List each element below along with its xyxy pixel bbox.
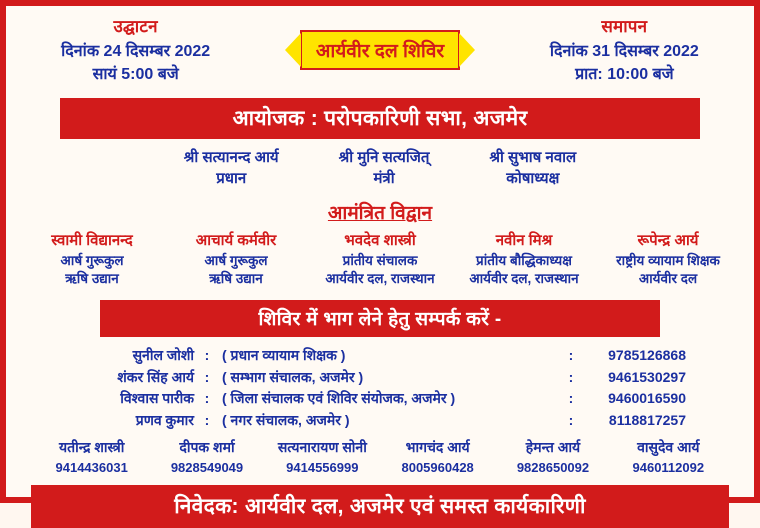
- additional-contact-phone[interactable]: 9828650092: [516, 459, 590, 475]
- officer-name: श्री मुनि सत्यजित्: [338, 149, 430, 167]
- officer-post: प्रधान: [216, 170, 247, 188]
- contact-colon: :: [204, 390, 210, 407]
- scholar-name: रूपेन्द्र आर्य: [637, 232, 699, 250]
- scholar-line1: प्रांतीय बौद्धिकाध्यक्ष: [476, 252, 572, 268]
- additional-contact-phone[interactable]: 9828549049: [170, 459, 244, 475]
- scholar-line1: प्रांतीय संचालक: [342, 252, 418, 268]
- title-ribbon-wrap: [255, 14, 504, 70]
- officer-post: कोषाध्यक्ष: [506, 170, 560, 188]
- additional-contact: [34, 438, 149, 475]
- event-title-ribbon: आर्यवीर दल शिविर: [300, 30, 460, 70]
- scholars-section-title: आमंत्रित विद्वान: [327, 203, 433, 225]
- contact-row: [74, 410, 686, 432]
- additional-contact-name: भागचंद आर्य: [405, 438, 470, 455]
- scholar-name: स्वामी विद्यानन्द: [51, 232, 133, 250]
- conclusion-date: दिनांक 31 दिसम्बर 2022: [549, 43, 699, 60]
- contact-row: [74, 367, 686, 389]
- contact-colon: :: [204, 347, 210, 364]
- scholar-name: भवदेव शास्त्री: [344, 232, 416, 250]
- contact-colon: :: [204, 368, 210, 385]
- scholar-line1: आर्ष गुरूकुल: [204, 252, 268, 268]
- poster-header: [16, 14, 744, 86]
- scholar-name: नवीन मिश्र: [495, 232, 553, 250]
- additional-contact-name: हेमन्त आर्य: [525, 438, 581, 455]
- contact-role: ( सम्भाग संचालक, अजमेर ): [222, 368, 364, 385]
- additional-contact: [495, 438, 610, 475]
- additional-contact-phone[interactable]: 8005960428: [401, 459, 474, 475]
- officer-item: [489, 147, 576, 189]
- inauguration-date: दिनांक 24 दिसम्बर 2022: [61, 43, 211, 60]
- additional-contact: [265, 438, 380, 475]
- scholar-line2: आर्यवीर दल, राजस्थान: [469, 270, 579, 286]
- scholar-line2: ऋषि उद्यान: [65, 270, 119, 286]
- additional-contact: [380, 438, 495, 475]
- additional-contact: [611, 438, 726, 475]
- additional-contacts-names: [16, 438, 744, 475]
- contact-role: ( नगर संचालक, अजमेर ): [222, 412, 350, 429]
- contacts-table: [16, 345, 744, 432]
- additional-contact-name: वासुदेव आर्य: [637, 438, 700, 455]
- scholar-item: [20, 231, 164, 288]
- contact-row: [74, 345, 686, 367]
- contact-name: विश्वास पारीक: [120, 390, 194, 407]
- contact-phone[interactable]: 9785126868: [608, 347, 686, 364]
- additional-contact-phone[interactable]: 9414436031: [55, 459, 128, 475]
- additional-contact: [149, 438, 264, 475]
- organizer-banner: आयोजक : परोपकारिणी सभा, अजमेर: [60, 98, 700, 139]
- contact-role: ( जिला संचालक एवं शिविर संयोजक, अजमेर ): [222, 390, 456, 407]
- contact-name: सुनील जोशी: [132, 347, 194, 364]
- scholar-item: [596, 231, 740, 288]
- contact-colon-2: :: [568, 347, 574, 364]
- inauguration-block: [16, 14, 255, 86]
- contact-name: शंकर सिंह आर्य: [117, 368, 194, 385]
- contact-banner: शिविर में भाग लेने हेतु सम्पर्क करें -: [100, 300, 660, 337]
- additional-contact-name: दीपक शर्मा: [179, 438, 235, 455]
- officer-name: श्री सुभाष नवाल: [489, 149, 577, 167]
- inauguration-time: सायं 5:00 बजे: [92, 66, 179, 84]
- scholars-list: [16, 231, 744, 288]
- conclusion-time: प्रात: 10:00 बजे: [575, 66, 674, 84]
- contact-row: [74, 388, 686, 410]
- officer-name: श्री सत्यानन्द आर्य: [183, 149, 279, 167]
- inauguration-heading: उद्घाटन: [113, 17, 158, 36]
- footer-banner: निवेदक: आर्यवीर दल, अजमेर एवं समस्त कार्यकारिणी: [31, 485, 729, 528]
- officer-post: मंत्री: [373, 170, 395, 188]
- contact-phone[interactable]: 9461530297: [608, 368, 686, 385]
- scholar-line1: राष्ट्रीय व्यायाम शिक्षक: [616, 252, 720, 268]
- officers-list: [16, 147, 744, 189]
- contact-phone[interactable]: 8118817257: [608, 412, 686, 429]
- contact-phone[interactable]: 9460016590: [608, 390, 686, 407]
- additional-contact-phone[interactable]: 9414556999: [286, 459, 359, 475]
- scholar-line2: ऋषि उद्यान: [209, 270, 263, 286]
- additional-contact-phone[interactable]: 9460112092: [632, 459, 705, 475]
- conclusion-block: [505, 14, 744, 86]
- contact-colon-2: :: [568, 390, 574, 407]
- scholar-line1: आर्ष गुरूकुल: [60, 252, 124, 268]
- additional-contact-name: यतीन्द्र शास्त्री: [59, 438, 125, 455]
- contact-role: ( प्रधान व्यायाम शिक्षक ): [222, 347, 346, 364]
- scholar-name: आचार्य कर्मवीर: [195, 232, 277, 250]
- additional-contact-name: सत्यनारायण सोनी: [277, 438, 367, 455]
- contact-colon: :: [204, 412, 210, 429]
- officer-item: [339, 147, 430, 189]
- scholar-line2: आर्यवीर दल: [638, 270, 698, 286]
- contact-colon-2: :: [568, 412, 574, 429]
- contact-colon-2: :: [568, 368, 574, 385]
- contact-name: प्रणव कुमार: [135, 412, 194, 429]
- scholar-line2: आर्यवीर दल, राजस्थान: [325, 270, 435, 286]
- scholar-item: [452, 231, 596, 288]
- scholar-item: [308, 231, 452, 288]
- conclusion-heading: समापन: [601, 17, 648, 36]
- scholar-item: [164, 231, 308, 288]
- officer-item: [184, 147, 279, 189]
